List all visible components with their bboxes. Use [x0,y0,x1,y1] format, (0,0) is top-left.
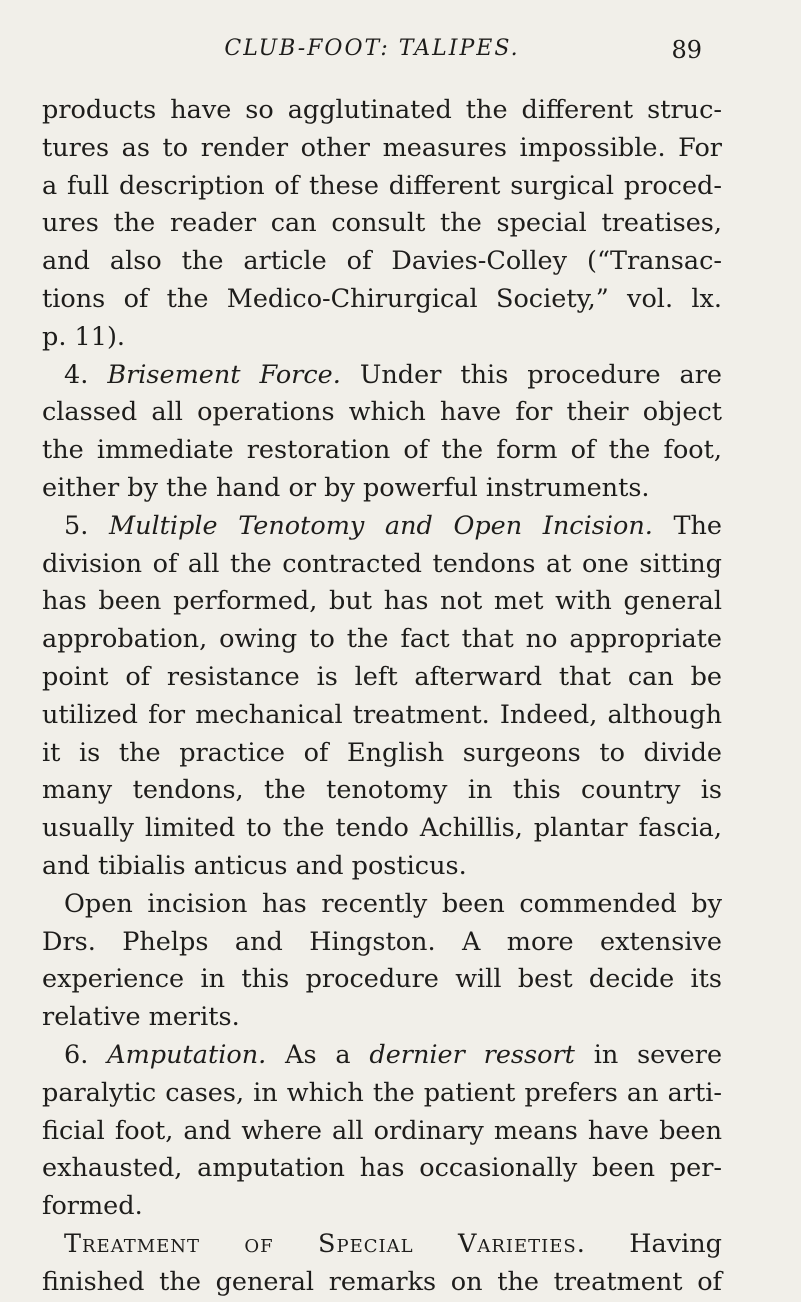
text-line: ures the reader can consult the special treatises, [42,208,722,239]
text-line: division of all the contracted tendons at one sitting [42,548,722,579]
text-line: Drs. Phelps and Hingston. A more extensive [42,926,722,957]
text-line: approbation, owing to the fact that no appropriate [42,624,722,655]
text-line: it is the practice of English surgeons to divide [42,737,722,768]
text-line-section-4: 4. Brisement Force. Under this procedure are [64,359,723,390]
running-title: CLUB-FOOT: TALIPES. [224,36,520,61]
text-line-section-6: 6. Amputation. As a dernier ressort in severe [64,1039,723,1070]
text-line: relative merits. [42,1002,240,1033]
text-line: many tendons, the tenotomy in this country is [42,775,722,806]
section-number: 5. [64,510,89,541]
section-number: 6. [64,1039,89,1070]
text-line: has been performed, but has not met with general [42,586,722,617]
text-line: exhausted, amputation has occasionally been per- [42,1153,722,1184]
text-line: usually limited to the tendo Achillis, plantar fascia, [42,813,722,844]
text-line: tions of the Medico-Chirurgical Society,” vol. lx. [42,283,722,314]
text-line: either by the hand or by powerful instruments. [42,472,650,503]
text-line: point of resistance is left afterward that can be [42,661,722,692]
text-line: p. 11). [42,321,126,352]
text-line: products have so agglutinated the different struc- [42,95,722,125]
text-line-section-5: 5. Multiple Tenotomy and Open Incision. The [64,510,722,541]
body-text [42,92,722,1302]
text-line-heading: Treatment of Special Varieties. Having [64,1228,722,1259]
text-line: utilized for mechanical treatment. Indeed, although [42,699,722,730]
text-line: tures as to render other measures impossible. For [42,132,722,163]
text-line: paralytic cases, in which the patient prefers an arti- [42,1077,722,1108]
page-header [42,36,702,76]
section-title: Brisement Force. [107,359,341,390]
text-line: and also the article of Davies-Colley (“Transac- [42,246,722,277]
section-number: 4. [64,359,89,390]
text-line: the immediate restoration of the form of the foot, [42,435,722,466]
text-line: formed. [42,1191,143,1222]
page-number: 89 [671,36,702,64]
text-line: a full description of these different surgical proced- [42,170,722,201]
section-title: Multiple Tenotomy and Open Incision. [108,510,653,541]
text-line: and tibialis anticus and posticus. [42,850,467,881]
text-line: experience in this procedure will best decide its [42,964,722,995]
section-heading: Treatment of Special Varieties. [64,1228,586,1259]
text-line: ficial foot, and where all ordinary means have been [42,1115,722,1146]
text-line: finished the general remarks on the treatment of [42,1266,722,1297]
italic-phrase: dernier ressort [369,1039,575,1070]
section-title: Amputation. [107,1039,267,1070]
text-line: Open incision has recently been commended by [64,888,722,919]
text-line: classed all operations which have for their object [42,397,722,428]
